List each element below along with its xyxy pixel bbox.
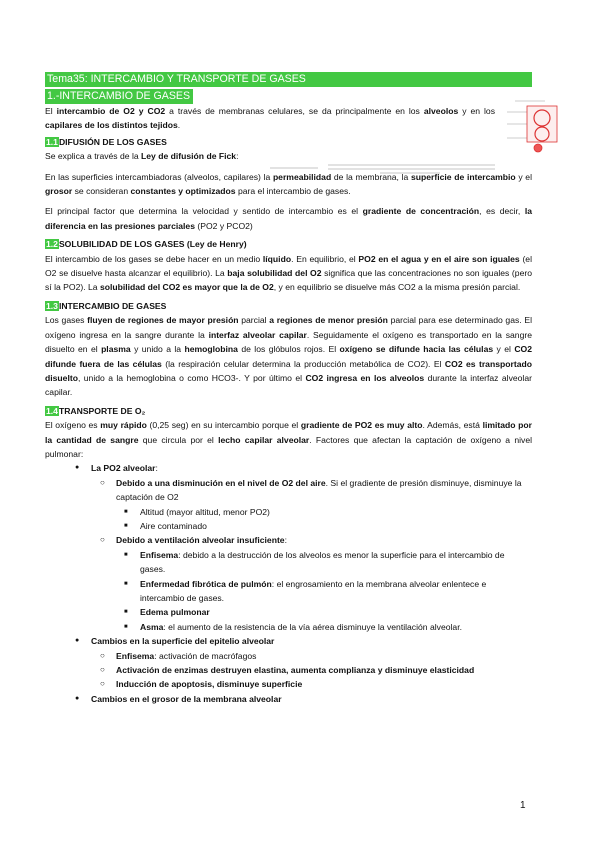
- list-item: [45, 548, 532, 577]
- section-title: SOLUBILIDAD DE LOS GASES (Ley de Henry): [58, 239, 247, 250]
- page-number: 1: [520, 800, 526, 811]
- text-run: El oxígeno es: [45, 420, 101, 431]
- bold-text: a regiones de menor presión: [269, 315, 388, 326]
- text-run: : activación de macrófagos: [154, 650, 257, 661]
- text-run: (PO2 y PCO2): [195, 220, 253, 231]
- text-run: Se explica a través de la: [45, 151, 142, 162]
- bold-text: Cambios en el grosor de la membrana alveolar: [91, 693, 282, 704]
- section-title: TRANSPORTE DE O₂: [58, 405, 146, 416]
- gradient-paragraph: [45, 204, 532, 233]
- factors-list: [45, 461, 532, 706]
- bold-text: Inducción de apoptosis, disminuye superficie: [116, 679, 303, 690]
- text-run: se consideran: [72, 186, 131, 197]
- text-run: y el: [515, 171, 532, 182]
- alveolus-diagram-image: [505, 98, 563, 154]
- bold-text: lecho capilar alveolar: [218, 434, 310, 445]
- list-item: [45, 461, 532, 475]
- bold-text: solubilidad del CO2 es mayor que la de O2: [99, 282, 274, 293]
- bold-text: fluyen de regiones de mayor presión: [87, 315, 239, 326]
- bold-text: Debido a una disminución en el nivel de O2 del aire: [116, 477, 326, 488]
- bold-text: intercambio de O2 y CO2: [56, 106, 166, 116]
- bold-text: Activación de enzimas destruyen elastina, aumenta complianza y disminuye elasticidad: [116, 665, 475, 676]
- text-run: .: [177, 120, 181, 131]
- list-item: [45, 533, 532, 547]
- bold-text: PO2 en el agua y en el aire son iguales: [358, 253, 520, 264]
- list-item: [45, 692, 532, 706]
- list-item: [45, 505, 532, 519]
- bold-text: líquido: [262, 253, 292, 264]
- text-run: . Seguidamente el oxígeno es transportado en la sangre disuelto en el: [45, 329, 533, 355]
- bold-text: superficie de intercambio: [410, 171, 516, 182]
- section-number: 1.2: [46, 239, 58, 250]
- section-heading-1-1: [45, 135, 532, 149]
- text-run: que circula por el: [138, 434, 219, 445]
- bold-text: constantes y optimizados: [130, 186, 236, 197]
- bold-text: la diferencia en las presiones parciales: [45, 206, 533, 231]
- text-run: : el engrosamiento en la membrana alveolar enlentece e intercambio de gases.: [140, 578, 487, 603]
- exchange-paragraph: [45, 313, 532, 399]
- bold-text: Cambios en la superficie del epitelio alveolar: [91, 636, 275, 647]
- section-heading-1-2: [45, 237, 532, 251]
- text-run: . Además, está: [422, 420, 483, 431]
- list-item: [45, 663, 532, 677]
- section-heading-1-3: [45, 299, 532, 313]
- list-item: [45, 605, 532, 619]
- text-run: (la respiración celular determina la producción metabólica de CO2). El: [161, 358, 445, 369]
- text-run: parcial para ese determinado gas. El oxígeno ingresa en la sangre durante la: [45, 315, 532, 340]
- bold-text: Ley de difusión de Fick: [141, 151, 237, 162]
- text-run: y unido a la: [130, 344, 185, 355]
- text-run: :: [284, 535, 287, 546]
- bold-text: baja solubilidad del O2: [227, 268, 322, 279]
- bold-text: Debido a ventilación alveolar insuficiente: [116, 535, 285, 546]
- list-item: [45, 649, 532, 663]
- text-run: , y en equilibrio se disuelve más CO2 a la misma presión parcial.: [273, 282, 521, 293]
- text-run: . Factores que afectan la captación de oxígeno a nivel pulmonar:: [45, 434, 533, 459]
- bold-text: gradiente de PO2 es muy alto: [300, 420, 423, 431]
- bold-text: oxígeno se difunde hacia las células: [339, 344, 494, 355]
- text-run: , unido a la hemoglobina o como HCO3-. Y por último el: [77, 372, 306, 383]
- bold-text: hemoglobina: [184, 344, 238, 355]
- text-run: : el aumento de la resistencia de la vía aérea disminuye la ventilación alveolar.: [163, 621, 462, 632]
- text-run: . Si el gradiente de presión disminuye, disminuye la captación de O2: [116, 477, 522, 503]
- text-run: (el O2 se disuelve hasta alcanzar el equilibrio). La: [45, 253, 532, 279]
- text-run: Aire contaminado: [140, 520, 207, 531]
- text-run: de la membrana, la: [331, 171, 411, 182]
- bold-text: muy rápido: [100, 420, 147, 431]
- list-item: [45, 519, 532, 533]
- bold-text: interfaz alveolar capilar: [208, 329, 307, 340]
- page-title: Tema35: INTERCAMBIO Y TRANSPORTE DE GASES: [45, 72, 532, 87]
- text-run: :: [236, 151, 239, 162]
- text-run: parcial: [238, 315, 270, 326]
- bold-text: Enfisema: [116, 650, 155, 661]
- section-title: DIFUSIÓN DE LOS GASES: [58, 136, 167, 147]
- bold-text: limitado por la cantidad de sangre: [45, 420, 532, 445]
- text-run: de los glóbulos rojos. El: [237, 344, 340, 355]
- solubility-paragraph: [45, 252, 532, 295]
- text-run: . En equilibrio, el: [291, 253, 359, 264]
- bold-text: Asma: [140, 621, 164, 632]
- list-item: [45, 476, 532, 505]
- section-number: 1.1: [46, 136, 58, 147]
- text-run: , es decir,: [479, 206, 525, 217]
- section-heading-1: 1.-INTERCAMBIO DE GASES: [45, 89, 193, 104]
- text-run: y el: [493, 344, 515, 355]
- text-run: En las superficies intercambiadoras (alveolos, capilares) la: [45, 171, 273, 182]
- fick-formula-image: [270, 162, 500, 176]
- bold-text: capilares de los distintos tejidos: [45, 120, 178, 131]
- bold-text: CO2 ingresa en los alveolos: [305, 372, 425, 383]
- bold-text: CO2 difunde fuera de las células: [45, 344, 532, 369]
- bold-text: Enfisema: [140, 549, 179, 560]
- text-run: Altitud (mayor altitud, menor PO2): [140, 506, 270, 517]
- text-run: : debido a la destrucción de los alveolos es menor la superficie para el intercambio de gases.: [140, 549, 505, 575]
- bold-text: grosor: [45, 186, 73, 197]
- bold-text: Edema pulmonar: [140, 607, 210, 618]
- section-number: 1.3: [46, 300, 58, 311]
- text-run: El intercambio de los gases se debe hacer en un medio: [45, 253, 263, 264]
- bold-text: Enfermedad fibrótica de pulmón: [140, 578, 272, 589]
- section-title: INTERCAMBIO DE GASES: [58, 300, 167, 311]
- list-item: [45, 677, 532, 691]
- text-run: El: [45, 106, 57, 116]
- intro-paragraph: [45, 104, 495, 133]
- text-run: a través de membranas celulares, se da principalmente en los: [165, 106, 424, 116]
- text-run: y en los: [458, 106, 496, 116]
- text-run: (0,25 seg) en su intercambio porque el: [146, 420, 301, 431]
- bold-text: permeabilidad: [272, 171, 332, 182]
- section-number: 1.4: [46, 405, 58, 416]
- list-item: [45, 577, 532, 606]
- bold-text: alveolos: [423, 106, 459, 116]
- bold-text: CO2 es transportado disuelto: [45, 358, 532, 383]
- text-run: :: [155, 463, 158, 474]
- list-item: [45, 634, 532, 648]
- text-run: para el intercambio de gases.: [235, 186, 351, 197]
- text-run: Los gases: [45, 315, 88, 326]
- bold-text: plasma: [101, 344, 131, 355]
- text-run: durante la interfaz alveolar capilar.: [45, 372, 532, 398]
- list-item: [45, 620, 532, 634]
- bold-text: La PO2 alveolar: [91, 463, 156, 474]
- text-run: significa que las concentraciones no son iguales (pero sí la PO2). La: [45, 268, 532, 293]
- section-heading-1-4: [45, 404, 532, 418]
- bold-text: gradiente de concentración: [362, 206, 480, 217]
- text-run: El principal factor que determina la velocidad y sentido de intercambio es el: [45, 206, 363, 217]
- transport-paragraph: [45, 418, 532, 461]
